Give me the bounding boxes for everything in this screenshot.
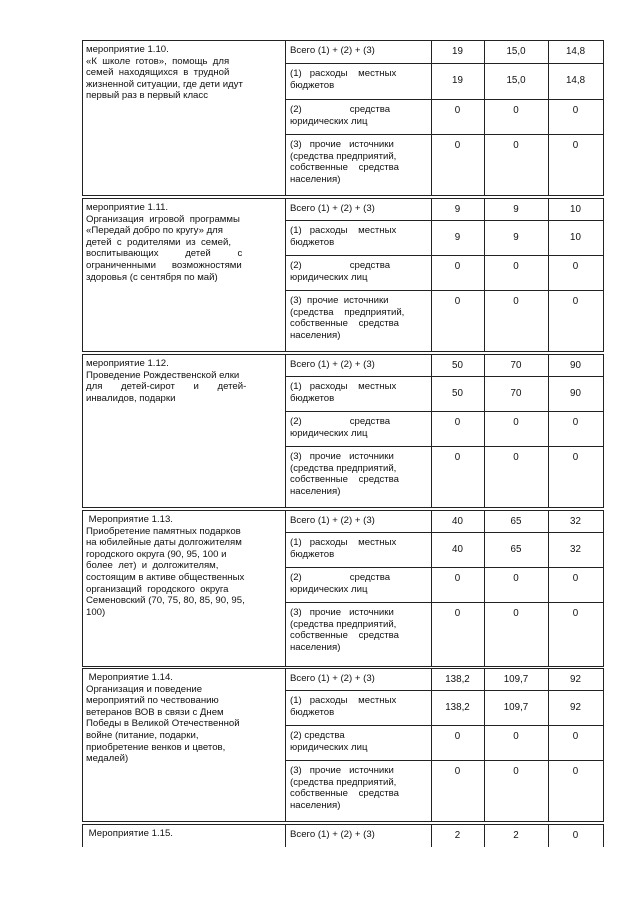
funding-amount: 0 [454,417,461,428]
funding-amount: 0 [572,608,579,619]
funding-amount: 0 [454,261,461,272]
funding-amount: 50 [452,388,463,399]
funding-amount: 0 [513,608,519,619]
funding-amount: 138,2 [445,702,470,713]
funding-source-label-line: (2) средства [290,572,391,583]
measure-description-line: 100) [86,606,106,618]
funding-source-label [290,416,390,439]
funding-amount: 0 [513,417,519,428]
funding-amount: 0 [513,261,519,272]
funding-source-label [290,139,399,185]
funding-amount: 92 [570,674,581,685]
funding-source-label-line: (3) прочие источники [290,765,394,776]
funding-source-label-line: бюджетов [290,79,335,91]
funding-amount: 9 [454,204,461,215]
funding-amount: 2 [454,830,461,841]
funding-source-label-line: (2) средства [290,416,391,427]
funding-amount: 90 [570,360,581,371]
funding-amount: 50 [452,360,463,371]
table-border-horizontal [82,510,604,511]
measure-description-line: медалей) [86,753,129,765]
measure-description-line: приобретение венков и цветов, [86,741,226,753]
table-border-vertical [82,824,83,847]
funding-amount: 0 [572,105,579,116]
funding-amount: 65 [510,516,522,527]
table-border-horizontal [285,376,604,377]
funding-amount: 19 [452,75,463,86]
funding-amount: 0 [572,140,579,151]
funding-source-label-line: населения) [290,799,341,811]
funding-amount: 19 [452,46,463,57]
measure-description-line: для детей-сирот и детей- [86,381,247,393]
table-border-vertical [285,510,286,666]
funding-amount: 92 [570,702,581,713]
measure-description-line: организаций городского округа [86,583,229,595]
measure-description-line: состоящим в активе общественных [86,571,245,583]
measure-description-line: Мероприятие 1.13. [86,514,173,525]
measure-description [86,828,173,840]
funding-amount: 14,8 [565,75,586,86]
funding-source-label-line: собственные средства [290,162,400,174]
funding-amount: 2 [513,830,519,841]
measure-description-line: семей находящихся в трудной [86,67,230,79]
funding-source-label [290,572,390,595]
funding-source-label-line: (средства предприятий, [290,618,397,630]
measure-description [86,672,240,765]
table-border-horizontal [82,824,604,825]
funding-source-label-line: (средства предприятий, [290,306,405,318]
funding-source-label [290,695,396,718]
table-border-vertical [82,40,83,195]
table-border-horizontal [285,290,604,291]
funding-source-label-line: Всего (1) + (2) + (3) [290,45,375,56]
funding-source-label-line: юридических лиц [290,115,368,127]
funding-source-label-line: юридических лиц [290,271,368,283]
funding-source-label-line: бюджетов [290,236,335,248]
funding-source-label-line: населения) [290,485,341,497]
funding-source-label-line: (1) расходы местных [290,695,397,706]
table-border-horizontal [285,134,604,135]
funding-source-label-line: собственные средства [290,318,400,330]
funding-source-label-line: Всего (1) + (2) + (3) [290,203,375,214]
funding-source-label-line: (3) прочие источники [290,139,394,150]
funding-source-label-line: бюджетов [290,548,335,560]
table-border-vertical [285,824,286,847]
funding-source-label-line: Всего (1) + (2) + (3) [290,829,375,840]
measure-description-line: Проведение Рождественской елки [86,369,240,381]
funding-amount: 0 [513,105,519,116]
table-border-vertical [82,198,83,351]
measure-description-line: первый раз в первый класс [86,90,208,102]
table-border-horizontal [285,446,604,447]
funding-amount: 40 [452,516,463,527]
table-border-vertical [431,510,432,666]
funding-source-label-line: юридических лиц [290,427,368,439]
funding-source-label-line: населения) [290,329,341,341]
table-border-horizontal [82,40,604,41]
measure-description-line: Мероприятие 1.15. [86,828,173,839]
table-border-horizontal [82,821,604,822]
table-border-horizontal [82,354,604,355]
measure-description-line: детей с родителями из семей, [86,236,232,248]
measure-description-line: более лет) и долгожителям, [86,560,219,572]
measure-description-line: «К школе готов», помощь для [86,55,230,67]
table-border-horizontal [82,668,604,669]
table-border-horizontal [285,725,604,726]
funding-source-label-line: Всего (1) + (2) + (3) [290,359,375,370]
funding-amount: 109,7 [503,702,529,713]
funding-source-label-line: юридических лиц [290,583,368,595]
measure-description-line: инвалидов, подарки [86,392,176,404]
funding-amount: 0 [572,452,579,463]
funding-amount: 32 [570,516,581,527]
funding-source-label-line: населения) [290,173,341,185]
funding-source-label-line: (1) расходы местных [290,381,397,392]
measure-description [86,514,245,618]
funding-source-label-line: собственные средства [290,474,400,486]
funding-amount: 65 [510,544,522,555]
funding-amount: 40 [452,544,463,555]
measure-description-line: здоровья (с сентября по май) [86,271,218,283]
funding-source-label [290,260,390,283]
table-border-horizontal [285,760,604,761]
table-border-horizontal [82,195,604,196]
measure-description-line: воспитывающих детей с [86,248,243,260]
funding-source-label [290,295,404,341]
funding-source-label-line: (средства предприятий, [290,462,397,474]
funding-amount: 9 [454,232,461,243]
table-border-horizontal [285,567,604,568]
funding-amount: 0 [454,608,461,619]
measure-description-line: Организация игровой программы [86,213,240,225]
funding-source-label-line: населения) [290,641,341,653]
funding-amount: 0 [454,140,461,151]
funding-amount: 0 [513,452,519,463]
funding-amount: 109,7 [503,674,529,685]
measure-description-line: городского округа (90, 95, 100 и [86,548,227,560]
funding-source-label-line: бюджетов [290,392,335,404]
funding-source-label-line: (3) прочие источники [290,607,394,618]
funding-source-label-line: (2) средства [290,104,391,115]
funding-amount: 70 [510,388,522,399]
funding-source-label-line: (1) расходы местных [290,225,397,236]
table-border-horizontal [82,351,604,352]
funding-amount: 0 [454,766,461,777]
measure-description [86,358,246,404]
measure-description-line: «Передай добро по кругу» для [86,225,223,237]
funding-amount: 0 [572,296,579,307]
funding-amount: 0 [572,766,579,777]
measure-description-line: ветеранов ВОВ в связи с Днем [86,706,224,718]
funding-source-label [290,515,375,527]
funding-source-label-line: (2) средства [290,260,391,271]
measure-description [86,44,243,102]
funding-source-label [290,381,396,404]
funding-amount: 0 [572,261,579,272]
funding-amount: 14,8 [565,46,586,57]
funding-source-label [290,104,390,127]
funding-source-label [290,829,375,841]
table-border-vertical [82,668,83,821]
funding-amount: 0 [454,105,461,116]
table-border-horizontal [285,602,604,603]
funding-source-label [290,45,375,57]
measure-description-line: на юбилейные даты долгожителям [86,537,242,549]
table-border-horizontal [285,255,604,256]
measure-description-line: мероприятие 1.10. [86,44,169,55]
funding-amount: 15,0 [506,46,526,57]
table-border-horizontal [285,411,604,412]
funding-amount: 0 [513,766,519,777]
funding-source-label [290,765,399,811]
funding-amount: 0 [572,830,579,841]
funding-amount: 0 [513,140,519,151]
funding-source-label-line: (средства предприятий, [290,150,397,162]
table-border-horizontal [82,666,604,667]
funding-source-label-line: Всего (1) + (2) + (3) [290,515,375,526]
funding-source-label-line: Всего (1) + (2) + (3) [290,673,375,684]
funding-source-label-line: бюджетов [290,706,335,718]
funding-source-label [290,359,375,371]
funding-source-label [290,203,375,215]
table-border-horizontal [285,532,604,533]
table-border-horizontal [82,507,604,508]
funding-amount: 0 [572,731,579,742]
funding-source-label-line: собственные средства [290,788,400,800]
table-border-horizontal [285,220,604,221]
funding-amount: 138,2 [445,674,470,685]
funding-source-label-line: (1) расходы местных [290,68,397,79]
funding-source-label-line: (средства предприятий, [290,776,397,788]
funding-amount: 0 [454,731,461,742]
funding-amount: 0 [454,296,461,307]
measure-description-line: войне (питание, подарки, [86,729,199,741]
funding-source-label [290,451,399,497]
funding-amount: 0 [454,573,461,584]
table-border-vertical [82,354,83,507]
table-border-vertical [603,824,604,847]
funding-amount: 15,0 [506,75,526,86]
table-border-vertical [82,510,83,666]
measure-description-line: Победы в Великой Отечественной [86,718,240,730]
table-border-horizontal [285,99,604,100]
funding-source-label [290,537,396,560]
funding-amount: 0 [513,296,519,307]
measure-description-line: Семеновский (70, 75, 80, 85, 90, 95, [86,595,245,607]
funding-amount: 90 [570,388,581,399]
funding-amount: 10 [570,204,581,215]
measure-description [86,202,242,283]
measure-description-line: ограниченными возможностями [86,259,242,271]
funding-amount: 0 [513,731,519,742]
funding-amount: 0 [572,417,579,428]
funding-source-label-line: юридических лиц [290,741,368,753]
table-border-vertical [603,510,604,666]
funding-source-label-line: (3) прочие источники [290,451,394,462]
funding-source-label-line: собственные средства [290,630,400,642]
table-border-horizontal [285,690,604,691]
funding-amount: 0 [513,573,519,584]
funding-source-label-line: (3) прочие источники [290,295,389,306]
table-border-vertical [548,510,549,666]
funding-amount: 9 [513,204,519,215]
measure-description-line: мероприятие 1.12. [86,358,169,369]
funding-amount: 70 [510,360,522,371]
table-border-horizontal [285,63,604,64]
funding-amount: 0 [572,573,579,584]
measure-description-line: Мероприятие 1.14. [86,672,173,683]
measure-description-line: мероприятий по чествованию [86,695,219,707]
funding-source-label [290,607,399,653]
funding-source-label-line: (2) средства [290,730,345,741]
measure-description-line: Организация и поведение [86,683,203,695]
measure-description-line: Приобретение памятных подарков [86,525,241,537]
measure-description-line: мероприятие 1.11. [86,202,169,213]
table-border-horizontal [82,198,604,199]
funding-amount: 9 [513,232,519,243]
funding-source-label [290,730,367,753]
funding-source-label [290,673,375,685]
funding-amount: 10 [570,232,581,243]
measure-description-line: жизненной ситуации, где дети идут [86,78,243,90]
funding-amount: 32 [570,544,581,555]
funding-source-label-line: (1) расходы местных [290,537,397,548]
funding-source-label [290,225,396,248]
funding-amount: 0 [454,452,461,463]
funding-source-label [290,68,396,91]
table-border-vertical [484,510,485,666]
